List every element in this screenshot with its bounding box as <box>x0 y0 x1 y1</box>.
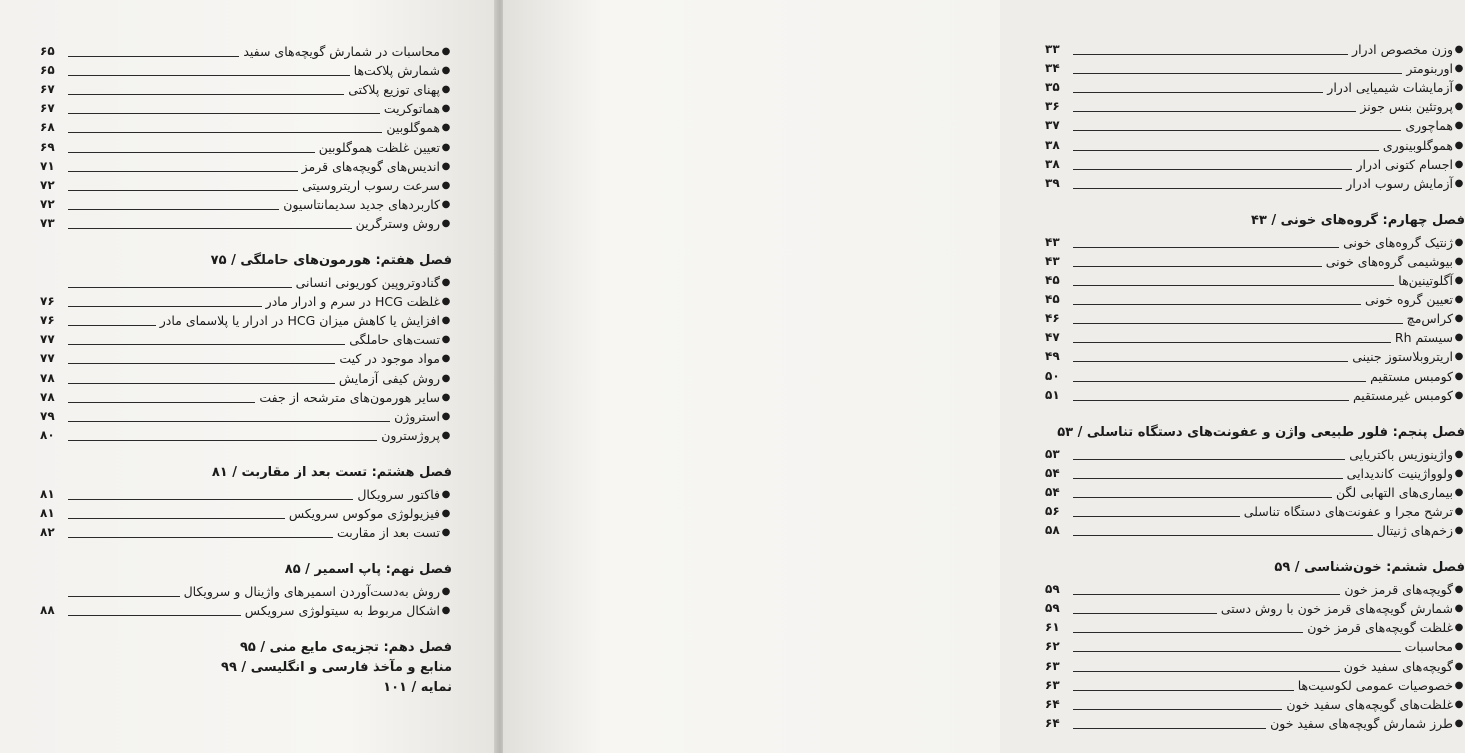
dot-leader <box>1073 266 1322 267</box>
toc-entry[interactable] <box>40 483 452 502</box>
toc-page-number: ۷۱ <box>40 158 55 173</box>
toc-entry-title: اوربنومتر <box>1406 61 1453 77</box>
dot-leader <box>1073 516 1240 517</box>
bullet-icon: ● <box>1454 139 1464 151</box>
dot-leader <box>1073 594 1340 595</box>
dot-leader <box>68 306 262 307</box>
dot-leader <box>68 287 292 288</box>
bullet-icon: ● <box>441 122 451 134</box>
toc-entry-title: اجسام کتونی ادرار <box>1356 156 1453 172</box>
section-spacer <box>40 540 452 560</box>
toc-entry-title: افزایش یا کاهش میزان HCG در ادرار یا پلاسمای مادر <box>159 313 440 329</box>
bullet-icon: ● <box>441 84 451 96</box>
toc-page-number: ۵۳ <box>1045 446 1060 461</box>
toc-entry-title: خصوصیات عمومی لکوسیت‌ها <box>1297 677 1453 693</box>
toc-page-number: ۷۹ <box>40 408 55 423</box>
toc-entry[interactable] <box>40 193 452 212</box>
toc-entry-title: مواد موجود در کیت <box>339 351 440 367</box>
toc-entry-title: وزن مخصوص ادرار <box>1352 42 1453 58</box>
bullet-icon: ● <box>1454 698 1464 710</box>
chapter-heading: فصل هشتم: تست بعد از مقاربت / ۸۱ <box>211 464 452 480</box>
toc-page-number: ۳۶ <box>1045 99 1060 114</box>
toc-entry-title: آزمایشات شیمیایی ادرار <box>1327 80 1453 96</box>
toc-entry-title: طرز شمارش گویچه‌های سفید خون <box>1270 715 1453 731</box>
section-spacer <box>1045 191 1465 211</box>
toc-entry[interactable] <box>1045 114 1465 133</box>
toc-page-number: ۵۸ <box>1045 523 1060 538</box>
toc-page-number: ۶۱ <box>1045 620 1060 635</box>
bullet-icon: ● <box>441 507 451 519</box>
dot-leader <box>1073 400 1349 401</box>
bullet-icon: ● <box>1454 660 1464 672</box>
toc-page-number: ۶۹ <box>40 139 55 154</box>
toc-page-number: ۷۲ <box>40 177 55 192</box>
bullet-icon: ● <box>441 179 451 191</box>
toc-entry[interactable] <box>1045 307 1465 326</box>
toc-entry-title: هموگلوبینوری <box>1382 137 1453 153</box>
dot-leader <box>1073 54 1348 55</box>
toc-entry-title: پروتئین بنس جونز <box>1360 99 1453 115</box>
toc-entry[interactable] <box>1045 597 1465 616</box>
toc-page-number: ۸۱ <box>40 486 55 501</box>
toc-entry[interactable] <box>1045 288 1465 307</box>
toc-entry[interactable] <box>40 174 452 193</box>
toc-page-number: ۴۳ <box>1045 234 1060 249</box>
bullet-icon: ● <box>1454 101 1464 113</box>
dot-leader <box>1073 478 1343 479</box>
bullet-icon: ● <box>1454 63 1464 75</box>
dot-leader <box>1073 323 1403 324</box>
toc-entry[interactable] <box>1045 384 1465 403</box>
toc-entry-title: هماتوکریت <box>383 101 440 117</box>
toc-entry-title: ترشح مجرا و عفونت‌های دستگاه تناسلی <box>1243 503 1453 519</box>
toc-page-number: ۸۱ <box>40 505 55 520</box>
bullet-icon: ● <box>441 217 451 229</box>
toc-page-number: ۴۷ <box>1045 330 1060 345</box>
toc-entry-title: محاسبات در شمارش گویچه‌های سفید <box>243 44 440 60</box>
toc-entry[interactable] <box>1045 519 1465 538</box>
toc-entry-title: تعیین گروه خونی <box>1364 292 1453 308</box>
toc-entry[interactable] <box>40 116 452 135</box>
toc-page-number: ۳۳ <box>1045 42 1060 57</box>
toc-entry-title: استروژن <box>394 408 440 424</box>
toc-entry-title: بیماری‌های التهابی لگن <box>1336 484 1453 500</box>
toc-page-number: ۷۶ <box>40 294 55 309</box>
toc-entry[interactable] <box>1045 95 1465 114</box>
dot-leader <box>68 537 333 538</box>
dot-leader <box>1073 342 1391 343</box>
bullet-icon: ● <box>441 488 451 500</box>
bullet-icon: ● <box>441 141 451 153</box>
bullet-icon: ● <box>1454 255 1464 267</box>
bullet-icon: ● <box>441 429 451 441</box>
chapter-heading: منابع و مآخذ فارسی و انگلیسی / ۹۹ <box>221 660 452 676</box>
toc-page-number: ۴۹ <box>1045 349 1060 364</box>
dot-leader <box>1073 73 1402 74</box>
toc-entry-title: پروژسترون <box>381 427 440 443</box>
bullet-icon: ● <box>1454 525 1464 537</box>
toc-entry[interactable] <box>1045 674 1465 693</box>
toc-entry[interactable] <box>40 155 452 174</box>
toc-entry-title: تعیین غلظت هموگلوبین <box>318 139 440 155</box>
left-toc-column <box>40 40 452 698</box>
dot-leader <box>1073 188 1342 189</box>
toc-page-number: ۳۵ <box>1045 80 1060 95</box>
toc-entry-title: غلظت HCG در سرم و ادرار مادر <box>265 294 440 310</box>
right-page <box>503 0 1465 753</box>
bullet-icon: ● <box>1454 448 1464 460</box>
bullet-icon: ● <box>1454 44 1464 56</box>
section-spacer <box>40 231 452 251</box>
toc-entry-title: روش به‌دست‌آوردن اسمیرهای واژینال و سرویکال <box>183 584 440 600</box>
dot-leader <box>1073 690 1294 691</box>
toc-entry[interactable] <box>1045 654 1465 673</box>
toc-entry-title: روش وسترگرین <box>355 215 440 231</box>
toc-page-number: ۸۲ <box>40 525 55 540</box>
dot-leader <box>68 440 377 441</box>
toc-page-number: ۳۴ <box>1045 61 1060 76</box>
toc-entry-title: غلظت‌های گویچه‌های سفید خون <box>1286 696 1453 712</box>
dot-leader <box>1073 130 1401 131</box>
toc-entry[interactable] <box>1045 231 1465 250</box>
section-spacer <box>40 443 452 463</box>
toc-entry[interactable] <box>40 405 452 424</box>
bullet-icon: ● <box>441 527 451 539</box>
toc-page-number: ۶۵ <box>40 63 55 78</box>
dot-leader <box>68 209 279 210</box>
dot-leader <box>68 499 353 500</box>
toc-entry-title: آزمایش رسوب ادرار <box>1346 175 1453 191</box>
dot-leader <box>68 615 241 616</box>
toc-entry[interactable] <box>40 366 452 385</box>
dot-leader <box>1073 497 1332 498</box>
toc-entry[interactable] <box>1045 616 1465 635</box>
bullet-icon: ● <box>1454 236 1464 248</box>
bullet-icon: ● <box>1454 717 1464 729</box>
toc-entry[interactable] <box>1045 76 1465 95</box>
bullet-icon: ● <box>1454 486 1464 498</box>
chapter-heading: فصل پنجم: فلور طبیعی واژن و عفونت‌های دستگاه تناسلی / ۵۳ <box>1057 424 1465 440</box>
dot-leader <box>68 344 345 345</box>
toc-entry-title: کومبس مستقیم <box>1370 368 1453 384</box>
toc-entry-title: اریتروبلاستوز جنینی <box>1352 349 1453 365</box>
dot-leader <box>1073 671 1340 672</box>
dot-leader <box>1073 651 1401 652</box>
toc-page-number: ۵۹ <box>1045 582 1060 597</box>
bullet-icon: ● <box>1454 177 1464 189</box>
toc-entry[interactable] <box>1045 269 1465 288</box>
bullet-icon: ● <box>1454 370 1464 382</box>
toc-page-number: ۴۳ <box>1045 253 1060 268</box>
bullet-icon: ● <box>441 160 451 172</box>
toc-entry-title: ولوواژینیت کاندیدایی <box>1346 465 1453 481</box>
toc-entry[interactable] <box>40 271 452 290</box>
toc-entry[interactable] <box>1045 500 1465 519</box>
toc-entry[interactable] <box>1045 712 1465 731</box>
bullet-icon: ● <box>441 65 451 77</box>
dot-leader <box>68 518 285 519</box>
toc-page-number: ۸۸ <box>40 603 55 618</box>
toc-page-number: ۶۴ <box>1045 696 1060 711</box>
bullet-icon: ● <box>441 277 451 289</box>
toc-entry-title: فیزیولوژی موکوس سرویکس <box>288 505 440 521</box>
toc-entry[interactable] <box>40 40 452 59</box>
bullet-icon: ● <box>1454 641 1464 653</box>
toc-entry[interactable] <box>40 78 452 97</box>
dot-leader <box>68 56 239 57</box>
bullet-icon: ● <box>1454 679 1464 691</box>
bullet-icon: ● <box>1454 82 1464 94</box>
toc-entry-title: هماچوری <box>1405 118 1453 134</box>
bullet-icon: ● <box>441 334 451 346</box>
toc-entry-title: هموگلوبین <box>386 120 440 136</box>
bullet-icon: ● <box>1454 622 1464 634</box>
dot-leader <box>68 421 390 422</box>
dot-leader <box>1073 459 1345 460</box>
toc-page-number: ۷۸ <box>40 370 55 385</box>
dot-leader <box>1073 361 1348 362</box>
dot-leader <box>68 363 335 364</box>
toc-entry-title: کاربردهای جدید سدیمانتاسیون <box>283 196 440 212</box>
dot-leader <box>1073 535 1373 536</box>
dot-leader <box>1073 613 1217 614</box>
bullet-icon: ● <box>1454 275 1464 287</box>
toc-entry-title: سایر هورمون‌های مترشحه از جفت <box>259 389 440 405</box>
toc-entry[interactable] <box>1045 38 1465 57</box>
toc-entry-title: سرعت رسوب اریتروسیتی <box>302 177 440 193</box>
dot-leader <box>68 190 298 191</box>
toc-page-number: ۸۰ <box>40 427 55 442</box>
chapter-heading: فصل دهم: تجزیه‌ی مایع منی / ۹۵ <box>240 640 452 656</box>
chapter-heading: فصل هفتم: هورمون‌های حاملگی / ۷۵ <box>210 252 452 268</box>
toc-page-number: ۷۷ <box>40 332 55 347</box>
toc-entry[interactable] <box>40 59 452 78</box>
left-page <box>0 0 497 753</box>
bullet-icon: ● <box>441 46 451 58</box>
toc-entry-title: محاسبات <box>1404 639 1453 655</box>
chapter-heading: فصل چهارم: گروه‌های خونی / ۴۳ <box>1251 212 1465 228</box>
toc-entry[interactable] <box>1045 462 1465 481</box>
toc-entry-title: شمارش گویچه‌های قرمز خون با روش دستی <box>1220 601 1453 617</box>
toc-entry[interactable] <box>40 212 452 231</box>
toc-page-number: ۷۲ <box>40 196 55 211</box>
bullet-icon: ● <box>441 296 451 308</box>
toc-entry-title: آگلوتینین‌ها <box>1398 273 1453 289</box>
toc-entry-title: غلظت گویچه‌های قرمز خون <box>1307 620 1453 636</box>
chapter-heading: فصل ششم: خون‌شناسی / ۵۹ <box>1274 560 1465 576</box>
bullet-icon: ● <box>1454 313 1464 325</box>
dot-leader <box>68 152 315 153</box>
toc-entry[interactable] <box>40 521 452 540</box>
toc-page-number: ۴۵ <box>1045 292 1060 307</box>
toc-entry-title: گنادوتروپین کوریونی انسانی <box>295 275 440 291</box>
toc-entry[interactable] <box>1045 481 1465 500</box>
toc-entry-title: ژنتیک گروه‌های خونی <box>1343 234 1453 250</box>
toc-entry[interactable] <box>40 580 452 599</box>
toc-page-number: ۶۸ <box>40 120 55 135</box>
toc-page-number: ۳۹ <box>1045 175 1060 190</box>
dot-leader <box>68 171 298 172</box>
toc-entry-title: پهنای توزیع پلاکتی <box>348 82 440 98</box>
toc-entry[interactable] <box>40 309 452 328</box>
toc-entry[interactable] <box>1045 57 1465 76</box>
dot-leader <box>1073 285 1394 286</box>
dot-leader <box>1073 169 1352 170</box>
section-spacer <box>40 618 452 638</box>
toc-entry-title: روش کیفی آزمایش <box>338 370 440 386</box>
dot-leader <box>68 113 380 114</box>
toc-page-number: ۴۶ <box>1045 311 1060 326</box>
toc-page-number: ۳۸ <box>1045 137 1060 152</box>
chapter-heading: فصل نهم: پاپ اسمیر / ۸۵ <box>284 562 452 578</box>
bullet-icon: ● <box>1454 467 1464 479</box>
dot-leader <box>68 325 156 326</box>
toc-entry-title: سیستم Rh <box>1394 330 1453 346</box>
toc-entry-title: شمارش پلاکت‌ها <box>353 63 440 79</box>
toc-entry[interactable] <box>1045 250 1465 269</box>
bullet-icon: ● <box>1454 603 1464 615</box>
dot-leader <box>68 94 344 95</box>
toc-entry[interactable] <box>1045 693 1465 712</box>
dot-leader <box>68 132 382 133</box>
toc-entry[interactable] <box>1045 635 1465 654</box>
bullet-icon: ● <box>441 410 451 422</box>
toc-entry[interactable] <box>1045 443 1465 462</box>
toc-entry-title: گویچه‌های قرمز خون <box>1344 582 1453 598</box>
toc-entry[interactable] <box>1045 133 1465 152</box>
toc-entry[interactable] <box>1045 345 1465 364</box>
toc-entry[interactable] <box>1045 578 1465 597</box>
toc-page-number: ۷۶ <box>40 313 55 328</box>
bullet-icon: ● <box>1454 294 1464 306</box>
toc-entry-title: تست بعد از مقاربت <box>336 525 440 541</box>
toc-entry-title: زخم‌های ژنیتال <box>1376 523 1453 539</box>
toc-page-number: ۳۸ <box>1045 156 1060 171</box>
dot-leader <box>1073 247 1339 248</box>
toc-page-number: ۷۸ <box>40 389 55 404</box>
bullet-icon: ● <box>441 391 451 403</box>
toc-page-number: ۶۳ <box>1045 677 1060 692</box>
right-toc-column <box>1045 38 1465 731</box>
bullet-icon: ● <box>441 353 451 365</box>
dot-leader <box>68 402 255 403</box>
dot-leader <box>68 228 352 229</box>
toc-page-number: ۶۳ <box>1045 658 1060 673</box>
toc-page-number: ۶۵ <box>40 44 55 59</box>
toc-entry[interactable] <box>40 424 452 443</box>
section-spacer <box>1045 403 1465 423</box>
bullet-icon: ● <box>1454 332 1464 344</box>
dot-leader <box>68 75 350 76</box>
toc-entry-title: تست‌های حاملگی <box>349 332 440 348</box>
toc-page-number: ۶۲ <box>1045 639 1060 654</box>
toc-entry-title: اشکال مربوط به سیتولوژی سرویکس <box>244 603 440 619</box>
toc-page-number: ۳۷ <box>1045 118 1060 133</box>
toc-entry[interactable] <box>40 386 452 405</box>
dot-leader <box>1073 304 1361 305</box>
toc-page-number: ۵۰ <box>1045 368 1060 383</box>
dot-leader <box>1073 632 1303 633</box>
bullet-icon: ● <box>1454 389 1464 401</box>
chapter-heading: نمایه / ۱۰۱ <box>383 680 452 696</box>
toc-page-number: ۵۴ <box>1045 484 1060 499</box>
dot-leader <box>1073 111 1356 112</box>
dot-leader <box>1073 709 1282 710</box>
dot-leader <box>1073 728 1266 729</box>
section-spacer <box>1045 538 1465 558</box>
bullet-icon: ● <box>441 198 451 210</box>
toc-page-number: ۷۷ <box>40 351 55 366</box>
bullet-icon: ● <box>441 103 451 115</box>
bullet-icon: ● <box>1454 120 1464 132</box>
toc-entry[interactable] <box>40 97 452 116</box>
bullet-icon: ● <box>441 372 451 384</box>
bullet-icon: ● <box>1454 505 1464 517</box>
toc-entry[interactable] <box>40 599 452 618</box>
toc-entry-title: گویچه‌های سفید خون <box>1343 658 1453 674</box>
dot-leader <box>1073 381 1366 382</box>
toc-entry[interactable] <box>1045 172 1465 191</box>
toc-entry-title: فاکتور سرویکال <box>357 486 440 502</box>
toc-entry-title: کراس‌مچ <box>1406 311 1453 327</box>
toc-entry[interactable] <box>1045 153 1465 172</box>
bullet-icon: ● <box>441 315 451 327</box>
toc-entry-title: اندیس‌های گویچه‌های قرمز <box>301 158 440 174</box>
toc-entry[interactable] <box>40 502 452 521</box>
toc-entry[interactable] <box>1045 364 1465 383</box>
dot-leader <box>1073 92 1323 93</box>
bullet-icon: ● <box>441 586 451 598</box>
toc-page-number: ۵۴ <box>1045 465 1060 480</box>
toc-entry[interactable] <box>40 347 452 366</box>
toc-entry[interactable] <box>1045 326 1465 345</box>
bullet-icon: ● <box>441 605 451 617</box>
toc-entry[interactable] <box>40 135 452 154</box>
toc-page-number: ۶۷ <box>40 101 55 116</box>
toc-entry[interactable] <box>40 290 452 309</box>
toc-page-number: ۷۳ <box>40 215 55 230</box>
bullet-icon: ● <box>1454 584 1464 596</box>
toc-page-number: ۶۴ <box>1045 715 1060 730</box>
dot-leader <box>68 596 180 597</box>
bullet-icon: ● <box>1454 158 1464 170</box>
bullet-icon: ● <box>1454 351 1464 363</box>
toc-entry-title: واژینوزیس باکتریایی <box>1349 446 1453 462</box>
dot-leader <box>68 383 335 384</box>
toc-entry-title: کومبس غیرمستقیم <box>1352 387 1453 403</box>
dot-leader <box>1073 150 1379 151</box>
toc-entry[interactable] <box>40 328 452 347</box>
toc-page-number: ۵۹ <box>1045 601 1060 616</box>
toc-page-number: ۵۶ <box>1045 503 1060 518</box>
toc-entry-title: بیوشیمی گروه‌های خونی <box>1325 253 1453 269</box>
toc-page-number: ۵۱ <box>1045 387 1060 402</box>
toc-page-number: ۶۷ <box>40 82 55 97</box>
toc-page-number: ۴۵ <box>1045 273 1060 288</box>
